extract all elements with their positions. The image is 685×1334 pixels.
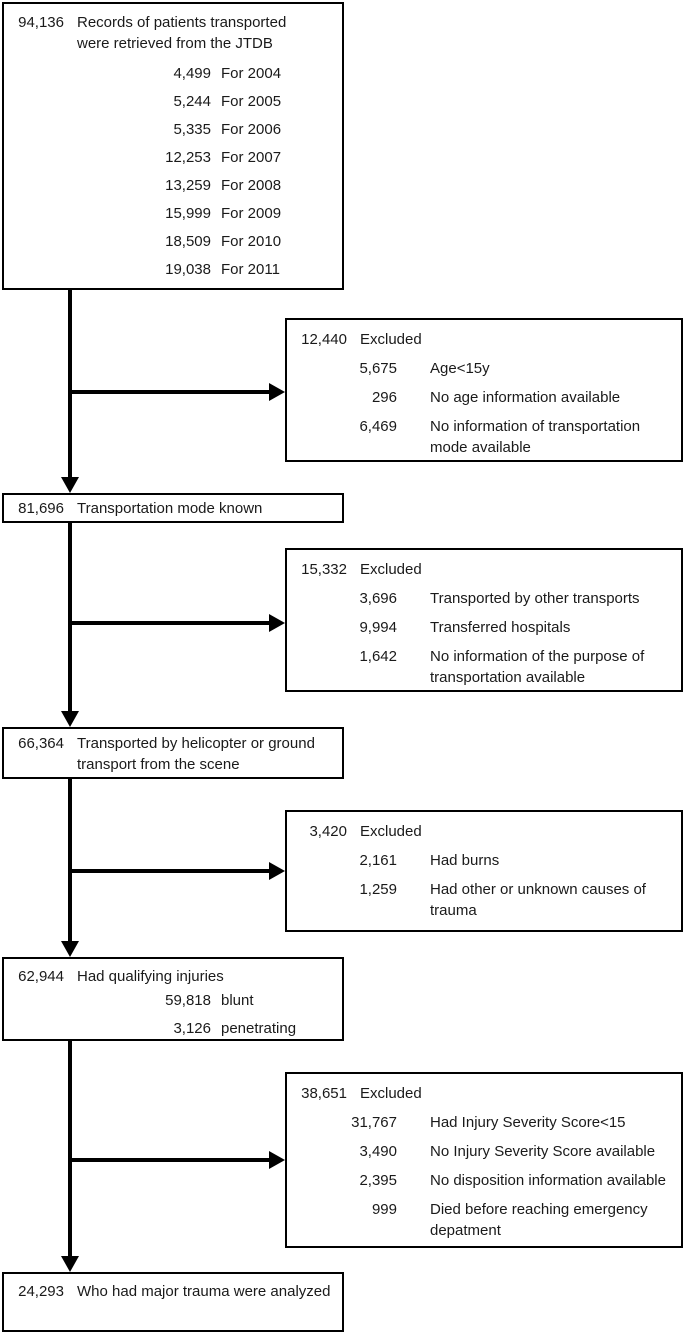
year-row <box>14 256 332 284</box>
subtype-count: 59,818 <box>165 992 211 1009</box>
reason-count: 1,642 <box>359 648 397 665</box>
box-header <box>14 733 332 775</box>
reason-label: Transported by other transports <box>430 590 640 607</box>
flow-box-excluded-2 <box>285 548 683 692</box>
exclusion-reason <box>297 879 671 921</box>
year-label: For 2008 <box>221 177 282 194</box>
reason-count: 2,161 <box>359 852 397 869</box>
year-count: 4,499 <box>173 65 211 82</box>
exclusion-reason <box>297 358 671 379</box>
year-row <box>14 228 332 256</box>
box-header <box>14 12 332 54</box>
box-label: Excluded <box>360 331 422 348</box>
year-label: For 2007 <box>221 149 282 166</box>
exclusion-reason <box>297 1199 671 1241</box>
year-count: 12,253 <box>165 149 211 166</box>
connector-line-horizontal-4 <box>70 1158 269 1162</box>
reason-count: 31,767 <box>351 1114 397 1131</box>
flow-box-scene-transport <box>2 727 344 779</box>
reason-count: 3,490 <box>359 1143 397 1160</box>
box-header <box>297 329 671 350</box>
reason-count: 1,259 <box>359 881 397 898</box>
year-label: For 2006 <box>221 121 282 138</box>
year-row <box>14 200 332 228</box>
exclusion-reason <box>297 1170 671 1191</box>
exclusion-reason <box>297 588 671 609</box>
record-count: 81,696 <box>18 499 64 517</box>
reason-count: 9,994 <box>359 619 397 636</box>
injury-subtype-row <box>14 987 332 1015</box>
reason-label: Had Injury Severity Score<15 <box>430 1114 626 1131</box>
year-row <box>14 60 332 88</box>
year-row <box>14 144 332 172</box>
reason-label: Had burns <box>430 852 500 869</box>
exclusion-reason <box>297 416 671 458</box>
year-breakdown <box>14 60 332 284</box>
reason-count: 5,675 <box>359 360 397 377</box>
box-label: Excluded <box>360 823 422 840</box>
subtype-count: 3,126 <box>173 1020 211 1037</box>
year-count: 5,335 <box>173 121 211 138</box>
flow-box-excluded-4 <box>285 1072 683 1248</box>
exclusion-reason <box>297 1112 671 1133</box>
arrow-right-icon <box>269 383 285 401</box>
exclusion-reason <box>297 646 671 688</box>
box-header <box>14 966 332 987</box>
flow-box-excluded-1 <box>285 318 683 462</box>
year-count: 18,509 <box>165 233 211 250</box>
arrow-right-icon <box>269 1151 285 1169</box>
reason-count: 2,395 <box>359 1172 397 1189</box>
connector-line-horizontal-1 <box>70 390 269 394</box>
year-label: For 2005 <box>221 93 282 110</box>
reason-count: 296 <box>371 389 397 406</box>
flow-box-transport-mode-known <box>2 493 344 523</box>
excluded-count: 38,651 <box>301 1085 347 1102</box>
year-label: For 2011 <box>221 261 280 278</box>
flow-box-analyzed <box>2 1272 344 1332</box>
subtype-label: penetrating <box>221 1020 297 1037</box>
box-header <box>297 1083 671 1104</box>
exclusion-reason <box>297 1141 671 1162</box>
exclusion-reason <box>297 387 671 408</box>
excluded-count: 12,440 <box>301 331 347 348</box>
reason-count: 999 <box>371 1201 397 1218</box>
box-label: Transported by helicopter or ground transport from the scene <box>77 735 315 773</box>
year-label: For 2009 <box>221 205 282 222</box>
connector-line-vertical-1 <box>68 290 72 478</box>
reason-label: No information of transportation mode available <box>430 418 641 456</box>
connector-line-horizontal-3 <box>70 869 269 873</box>
record-count: 66,364 <box>18 735 64 752</box>
reason-label: No disposition information available <box>430 1172 666 1189</box>
year-label: For 2004 <box>221 65 282 82</box>
arrow-down-icon <box>61 477 79 493</box>
connector-line-horizontal-2 <box>70 621 269 625</box>
arrow-right-icon <box>269 862 285 880</box>
box-label: Excluded <box>360 561 422 578</box>
year-count: 13,259 <box>165 177 211 194</box>
reason-count: 3,696 <box>359 590 397 607</box>
year-count: 19,038 <box>165 261 211 278</box>
reason-label: No Injury Severity Score available <box>430 1143 656 1160</box>
year-row <box>14 116 332 144</box>
box-header <box>297 821 671 842</box>
exclusion-reason <box>297 617 671 638</box>
year-row <box>14 172 332 200</box>
subtype-label: blunt <box>221 992 254 1009</box>
flow-box-excluded-3 <box>285 810 683 932</box>
reason-label: Age<15y <box>430 360 490 377</box>
arrow-down-icon <box>61 711 79 727</box>
box-header <box>14 498 332 519</box>
reason-label: No age information available <box>430 389 621 406</box>
year-row <box>14 88 332 116</box>
box-header <box>14 1281 332 1302</box>
excluded-count: 15,332 <box>301 561 347 578</box>
flow-box-source-records <box>2 2 344 290</box>
year-label: For 2010 <box>221 233 282 250</box>
record-count: 24,293 <box>18 1283 64 1300</box>
excluded-count: 3,420 <box>309 823 347 840</box>
box-label: Who had major trauma were analyzed <box>77 1283 331 1300</box>
injury-subtype-row <box>14 1015 332 1043</box>
record-count: 94,136 <box>18 14 64 31</box>
box-label: Records of patients transported were retrieved from the JTDB <box>77 14 287 52</box>
connector-line-vertical-3 <box>68 779 72 941</box>
arrow-right-icon <box>269 614 285 632</box>
reason-count: 6,469 <box>359 418 397 435</box>
record-count: 62,944 <box>18 968 64 985</box>
reason-label: Transferred hospitals <box>430 619 571 636</box>
box-label: Transportation mode known <box>77 499 263 517</box>
box-header <box>297 559 671 580</box>
box-label: Excluded <box>360 1085 422 1102</box>
flow-box-qualifying-injuries <box>2 957 344 1041</box>
exclusion-reason <box>297 850 671 871</box>
reason-label: Had other or unknown causes of trauma <box>430 881 646 919</box>
reason-label: Died before reaching emergency depatment <box>430 1201 648 1239</box>
reason-label: No information of the purpose of transportation available <box>430 648 645 686</box>
arrow-down-icon <box>61 941 79 957</box>
year-count: 15,999 <box>165 205 211 222</box>
connector-line-vertical-2 <box>68 523 72 711</box>
year-count: 5,244 <box>173 93 211 110</box>
connector-line-vertical-4 <box>68 1041 72 1256</box>
arrow-down-icon <box>61 1256 79 1272</box>
box-label: Had qualifying injuries <box>77 968 224 985</box>
